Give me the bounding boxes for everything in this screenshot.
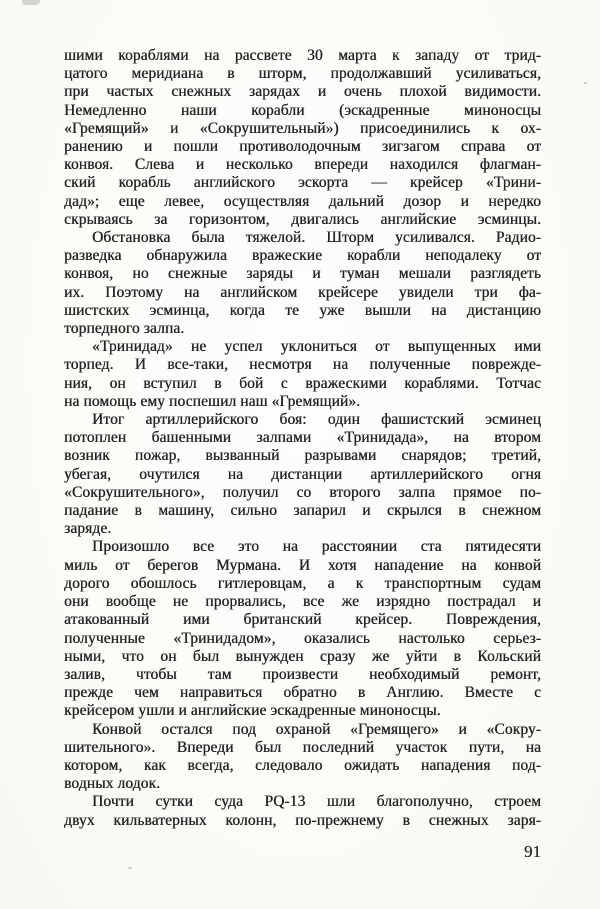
text-line: заряде. bbox=[64, 520, 112, 538]
text-line: скрываясь за горизонтом, двигались английские эсминцы. bbox=[64, 210, 541, 228]
text-line: конвоя. Слева и несколько впереди находился флагман- bbox=[64, 156, 541, 174]
text-line: Конвой остался под охраной «Гремящего» и «Сокру- bbox=[92, 720, 541, 738]
text-line: прежде чем направиться обратно в Англию. Вместе с bbox=[64, 684, 541, 702]
text-line: при частых снежных зарядах и очень плохой видимости. bbox=[64, 83, 541, 101]
text-line: ными, что он был вынужден сразу же уйти в Кольский bbox=[64, 647, 541, 665]
text-line: дад»; еще левее, осуществляя дальний дозор и нередко bbox=[64, 192, 541, 210]
paper-speck bbox=[584, 82, 587, 84]
text-line: водных лодок. bbox=[64, 775, 161, 793]
text-line: на помощь ему поспешил наш «Гремящий». bbox=[64, 392, 361, 410]
text-line: Произошло все это на расстоянии ста пятидесяти bbox=[92, 538, 541, 556]
text-line: двух кильватерных колонн, по-прежнему в снежных заря- bbox=[64, 811, 541, 829]
text-line: потоплен башенными залпами «Тринидада», на втором bbox=[64, 429, 541, 447]
text-line: Немедленно наши корабли (эскадренные миноносцы bbox=[64, 101, 541, 119]
text-line: их. Поэтому на английском крейсере увидели три фа- bbox=[64, 283, 541, 301]
scan-edge-artifact bbox=[22, 0, 40, 5]
page-number: 91 bbox=[524, 842, 541, 861]
text-line: Обстановка была тяжелой. Шторм усиливался. Радио- bbox=[92, 229, 541, 247]
text-line: торпед. И все-таки, несмотря на полученные поврежде- bbox=[64, 356, 541, 374]
text-line: «Сокрушительного», получил со второго залпа прямое по- bbox=[64, 483, 541, 501]
text-line: залив, чтобы там произвести необходимый ремонт, bbox=[64, 665, 541, 683]
text-line: котором, как всегда, следовало ожидать нападения под- bbox=[64, 756, 541, 774]
text-line: «Гремящий» и «Сокрушительный») присоединились к ох- bbox=[64, 119, 541, 137]
text-line: разведка обнаружила вражеские корабли неподалеку от bbox=[64, 247, 541, 265]
page-text-block bbox=[64, 47, 541, 830]
text-line: атакованный ими британский крейсер. Повреждения, bbox=[64, 611, 541, 629]
text-line: убегая, очутился на дистанции артиллерийского огня bbox=[64, 465, 541, 483]
text-line: миль от берегов Мурмана. И хотя нападение на конвой bbox=[64, 556, 541, 574]
text-line: Почти сутки суда PQ-13 шли благополучно, строем bbox=[92, 793, 541, 811]
text-line: полученные «Тринидадом», оказались настолько серьез- bbox=[64, 629, 541, 647]
text-line: шительного». Впереди был последний участок пути, на bbox=[64, 738, 541, 756]
text-line: падание в машину, сильно запарил и скрылся в снежном bbox=[64, 502, 541, 520]
text-line: «Тринидад» не успел уклониться от выпущенных ими bbox=[92, 338, 541, 356]
text-line: ния, он вступил в бой с вражескими кораблями. Тотчас bbox=[64, 374, 541, 392]
text-line: дорого обошлось гитлеровцам, а к транспортным судам bbox=[64, 574, 541, 592]
text-line: конвоя, но снежные заряды и туман мешали разглядеть bbox=[64, 265, 541, 283]
text-line: торпедного залпа. bbox=[64, 320, 185, 338]
text-line: крейсером ушли и английские эскадренные миноносцы. bbox=[64, 702, 441, 720]
text-line: они вообще не прорвались, все же изрядно пострадал и bbox=[64, 593, 541, 611]
text-line: возник пожар, вызванный разрывами снарядов; третий, bbox=[64, 447, 541, 465]
text-line: Итог артиллерийского боя: один фашистский эсминец bbox=[92, 411, 541, 429]
paper-speck bbox=[128, 867, 132, 869]
text-line: цатого меридиана в шторм, продолжавший усиливаться, bbox=[64, 65, 541, 83]
text-line: ский корабль английского эскорта — крейсер «Трини- bbox=[64, 174, 541, 192]
text-line: ранению и пошли противолодочным зигзагом справа от bbox=[64, 138, 541, 156]
text-line: шими кораблями на рассвете 30 марта к западу от трид- bbox=[64, 47, 541, 64]
text-line: шистских эсминца, когда те уже вышли на дистанцию bbox=[64, 301, 541, 319]
